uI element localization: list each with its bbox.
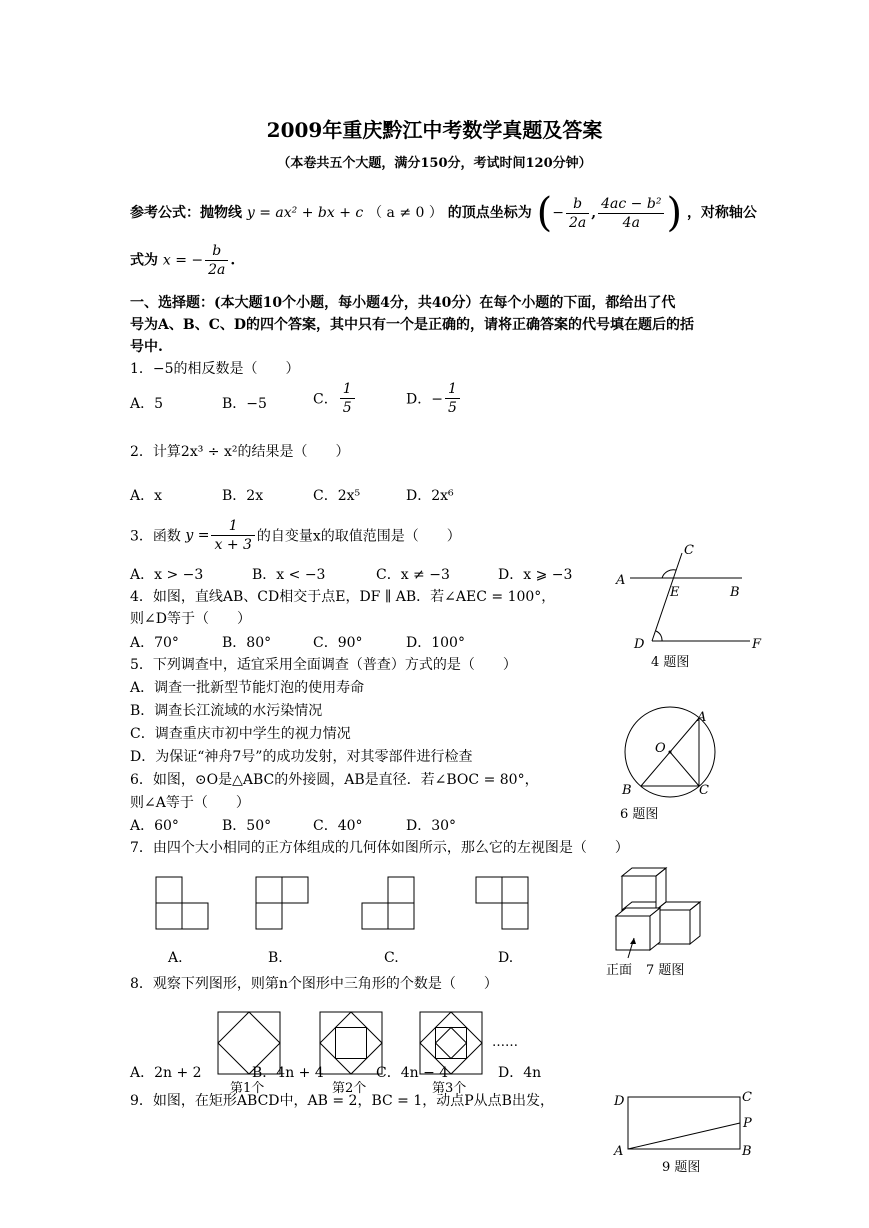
q1-option-c: C． $\frac{1}{5}$ bbox=[313, 380, 357, 417]
vertex-x-fraction: $\frac{b}{2a}$ bbox=[566, 195, 589, 232]
q9-label-a: A bbox=[614, 1144, 624, 1159]
q6-option-a: A．60° bbox=[130, 818, 179, 834]
q7-option-c: C. bbox=[384, 950, 399, 966]
q4-label-c: C bbox=[684, 543, 694, 558]
q9-figure bbox=[610, 1085, 760, 1175]
q5-option-c: C．调查重庆市初中学生的视力情况 bbox=[130, 726, 351, 742]
q8-ellipsis: …… bbox=[492, 1035, 518, 1050]
q8-option-d: D．4n bbox=[498, 1065, 542, 1081]
formula-cond: （ a ≠ 0 ） bbox=[368, 205, 443, 221]
q8-option-a: A．2n + 2 bbox=[130, 1065, 202, 1081]
q7-option-d-figure bbox=[475, 876, 531, 932]
formula-line2: 式为 x = − $\frac{b}{2a}$ . bbox=[130, 243, 236, 278]
q3-option-c: C．x ≠ −3 bbox=[376, 567, 450, 583]
page-title: 2009年重庆黔江中考数学真题及答案 bbox=[266, 118, 603, 142]
q5-option-a: A．调查一批新型节能灯泡的使用寿命 bbox=[130, 680, 365, 696]
q4-label-d: D bbox=[634, 637, 645, 652]
q7-option-b-figure bbox=[255, 876, 311, 932]
q4-option-b: B．80° bbox=[222, 635, 272, 651]
q6-option-b: B．50° bbox=[222, 818, 272, 834]
q4-label-b: B bbox=[730, 585, 740, 600]
q6-label-b: B bbox=[622, 783, 632, 798]
q9-label-d: D bbox=[614, 1094, 625, 1109]
q4-option-a: A．70° bbox=[130, 635, 179, 651]
q2-stem: 2．计算2x³ ÷ x²的结果是（ ） bbox=[130, 444, 350, 460]
q7-option-a-figure bbox=[155, 876, 211, 932]
q3-stem: 3．函数 y = $\frac{1}{x + 3}$ 的自变量x的取值范围是（ ） bbox=[130, 518, 461, 553]
q4-option-d: D．100° bbox=[406, 635, 465, 651]
q4-line2: 则∠D等于（ ） bbox=[130, 611, 251, 627]
q9-label-b: B bbox=[742, 1144, 752, 1159]
q6-line1: 6．如图，⊙O是△ABC的外接圆，AB是直径．若∠BOC = 80°， bbox=[130, 772, 539, 788]
q9-label-p: P bbox=[743, 1116, 752, 1131]
q2-option-d: D．2x⁶ bbox=[406, 488, 454, 504]
q1-option-a: A．5 bbox=[130, 396, 164, 412]
q2-option-a: A．x bbox=[130, 488, 163, 504]
q8-fig1-label: 第1个 bbox=[230, 1081, 265, 1096]
q7-option-d: D. bbox=[498, 950, 514, 966]
section1-line1: 一、选择题：(本大题10个小题，每小题4分，共40分）在每个小题的下面，都给出了代 bbox=[130, 295, 676, 311]
q7-front-label: 正面 bbox=[606, 963, 633, 978]
q8-fig3-label: 第3个 bbox=[432, 1081, 467, 1096]
q4-label-f: F bbox=[752, 637, 762, 652]
q6-figure bbox=[615, 700, 725, 825]
q8-fig2-label: 第2个 bbox=[332, 1081, 367, 1096]
formula-line1: 参考公式：抛物线 y = ax² + bx + c （ a ≠ 0 ） 的顶点坐标为 (− $\frac{b}{2a}$ , $\frac{\text{4ac − b²}}{4a}$ ) ，对称轴公 bbox=[130, 190, 757, 236]
vertex-y-fraction: $\frac{\text{4ac − b²}}{4a}$ bbox=[598, 195, 664, 232]
q9-label-c: C bbox=[742, 1090, 752, 1105]
axis-fraction: $\frac{b}{2a}$ bbox=[205, 242, 228, 279]
q4-figure bbox=[610, 540, 770, 675]
q3-option-d: D．x ⩾ −3 bbox=[498, 567, 573, 583]
q2-option-c: C．2x⁵ bbox=[313, 488, 361, 504]
q6-line2: 则∠A等于（ ） bbox=[130, 795, 250, 811]
section1-line3: 号中. bbox=[130, 339, 163, 355]
q1-stem: 1．−5的相反数是（ ） bbox=[130, 361, 300, 377]
q9-caption: 9 题图 bbox=[662, 1160, 701, 1175]
q7-option-c-figure bbox=[361, 876, 417, 932]
q8-figures bbox=[210, 1008, 540, 1098]
q8-option-b: B．4n + 4 bbox=[252, 1065, 324, 1081]
q4-caption: 4 题图 bbox=[651, 655, 690, 670]
q6-label-c: C bbox=[699, 783, 709, 798]
q7-option-b: B. bbox=[268, 950, 283, 966]
q6-label-o: O bbox=[655, 741, 666, 756]
q1-option-b: B．−5 bbox=[222, 396, 267, 412]
q1-option-d: D．− $\frac{1}{5}$ bbox=[406, 380, 462, 417]
q7-option-a: A. bbox=[168, 950, 183, 966]
page-subtitle: （本卷共五个大题，满分150分，考试时间120分钟） bbox=[277, 156, 592, 171]
formula-mid: 的顶点坐标为 bbox=[447, 205, 532, 221]
q5-option-d: D．为保证“神舟7号”的成功发射，对其零部件进行检查 bbox=[130, 749, 473, 765]
q2-option-b: B．2x bbox=[222, 488, 264, 504]
q5-option-b: B．调查长江流域的水污染情况 bbox=[130, 703, 323, 719]
q4-label-e: E bbox=[670, 585, 680, 600]
formula-parabola: y = ax² + bx + c bbox=[246, 205, 364, 221]
q9-stem: 9．如图，在矩形ABCD中，AB = 2，BC = 1，动点P从点B出发， bbox=[130, 1093, 554, 1109]
q8-stem: 8．观察下列图形，则第n个图形中三角形的个数是（ ） bbox=[130, 976, 498, 992]
q3-option-b: B．x < −3 bbox=[252, 567, 326, 583]
q5-stem: 5．下列调查中，适宜采用全面调查（普查）方式的是（ ） bbox=[130, 657, 517, 673]
q3-option-a: A．x > −3 bbox=[130, 567, 204, 583]
q6-option-d: D．30° bbox=[406, 818, 457, 834]
q4-option-c: C．90° bbox=[313, 635, 363, 651]
q6-caption: 6 题图 bbox=[620, 807, 659, 822]
q4-line1: 4．如图，直线AB、CD相交于点E，DF ∥ AB．若∠AEC = 100°， bbox=[130, 589, 556, 605]
q4-label-a: A bbox=[616, 573, 626, 588]
q6-label-a: A bbox=[697, 710, 707, 725]
q7-figure-cubes bbox=[600, 862, 720, 982]
q7-stem: 7．由四个大小相同的正方体组成的几何体如图所示，那么它的左视图是（ ） bbox=[130, 840, 629, 856]
section1-line2: 号为A、B、C、D的四个答案，其中只有一个是正确的，请将正确答案的代号填在题后的括 bbox=[130, 317, 694, 333]
q8-option-c: C．4n − 4 bbox=[376, 1065, 449, 1081]
q6-option-c: C．40° bbox=[313, 818, 363, 834]
formula-suffix: ，对称轴公 bbox=[686, 205, 757, 221]
q7-caption: 7 题图 bbox=[646, 963, 685, 978]
formula-prefix: 参考公式：抛物线 bbox=[130, 205, 242, 221]
